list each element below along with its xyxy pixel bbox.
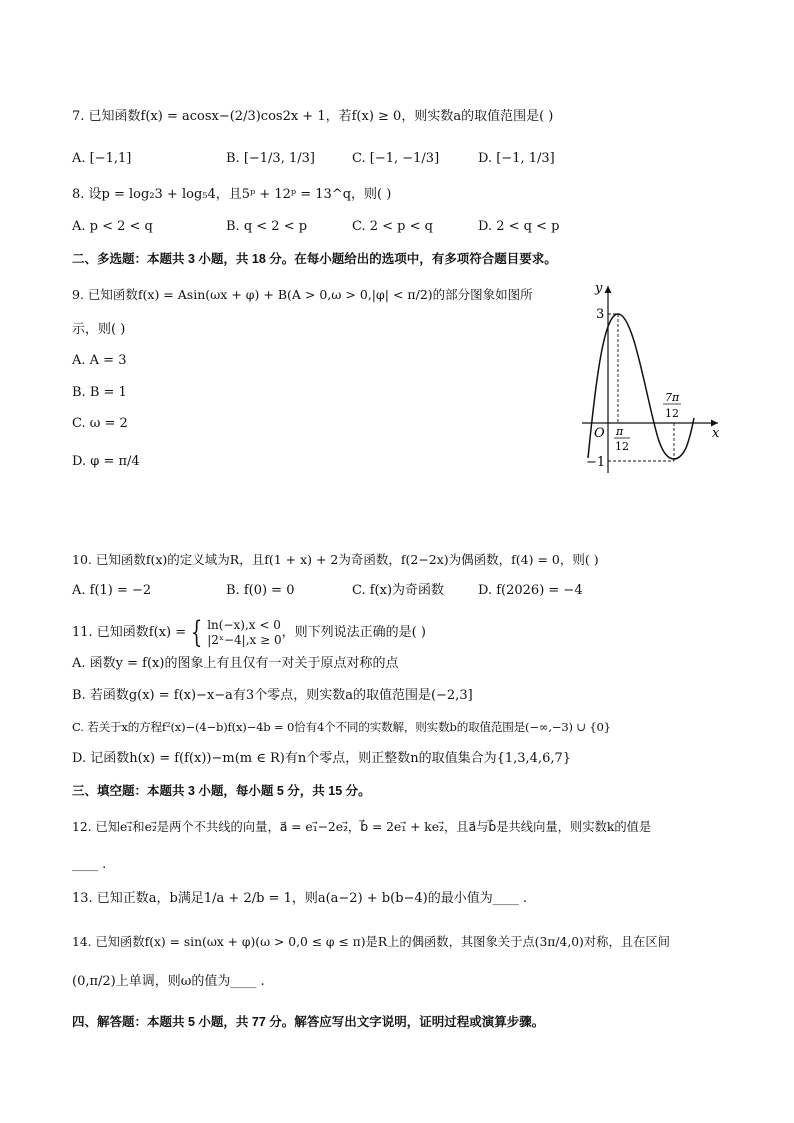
q7-option-d: D. [−1, 1/3] (478, 151, 555, 166)
q10-option-c: C. f(x)为奇函数 (352, 583, 445, 598)
q14-stem-line1: 14. 已知函数f(x) = sin(ωx + φ)(ω > 0,0 ≤ φ ≤ π)是R上的偶函数，其图象关于点(3π/4,0)对称，且在区间 (72, 935, 670, 949)
q9-option-d: D. φ = π/4 (72, 454, 140, 469)
q10-option-d: D. f(2026) = −4 (478, 583, 583, 598)
q11-option-d: D. 记函数h(x) = f(f(x))−m(m ∈ R)有n个零点，则正整数n的取值集合为{1,3,4,6,7} (72, 751, 572, 766)
q7-option-c: C. [−1, −1/3] (352, 151, 440, 166)
q11-option-b: B. 若函数g(x) = f(x)−x−a有3个零点，则实数a的取值范围是(−2,3] (72, 688, 473, 703)
q7-option-a: A. [−1,1] (72, 151, 132, 166)
x-axis-label: x (712, 426, 720, 441)
q9-option-a: A. A = 3 (72, 353, 127, 368)
q8-option-d: D. 2 < q < p (478, 219, 560, 234)
x-zero-denominator: 12 (665, 407, 679, 420)
q12-stem-line2: ____ . (72, 857, 107, 872)
x-zero-numerator: 7π (665, 391, 680, 404)
q11-option-a: A. 函数y = f(x)的图象上有且仅有一对关于原点对称的点 (72, 656, 399, 671)
piecewise-brace: { (190, 615, 203, 650)
y-axis-label: y (595, 281, 603, 296)
q8-option-b: B. q < 2 < p (226, 219, 308, 234)
q7-stem: 7. 已知函数f(x) = acosx−(2/3)cos2x + 1，若f(x) ≥ 0，则实数a的取值范围是( ) (72, 109, 554, 124)
q10-option-b: B. f(0) = 0 (226, 583, 295, 598)
piecewise-case-1: ln(−x),x < 0 (207, 618, 281, 632)
q12-stem-line1: 12. 已知e₁⃗和e₂⃗是两个不共线的向量，a⃗ = e₁⃗−2e₂⃗，b⃗ = 2e₁⃗ + ke₂⃗，且a⃗与b⃗是共线向量，则实数k的值是 (72, 820, 652, 834)
q9-option-b: B. B = 1 (72, 385, 127, 400)
q8-stem: 8. 设p = log₂3 + log₅4，且5ᵖ + 12ᵖ = 13^q，则( ) (72, 187, 392, 202)
piecewise-case-2: |2ˣ−4|,x ≥ 0 (207, 633, 282, 647)
y-max-label: 3 (596, 307, 605, 322)
x-peak-denominator: 12 (615, 440, 629, 453)
section-heading-multiple-choice: 二、多选题：本题共 3 小题，共 18 分。在每小题给出的选项中，有多项符合题目要求。 (72, 252, 557, 266)
origin-label: O (594, 426, 605, 441)
q11-option-c: C. 若关于x的方程f²(x)−(4−b)f(x)−4b = 0恰有4个不同的实数解，则实数b的取值范围是(−∞,−3) ∪ {0} (72, 720, 611, 734)
q9-stem-line1: 9. 已知函数f(x) = Asin(ωx + φ) + B(A > 0,ω > 0,|φ| < π/2)的部分图象如图所 (72, 287, 533, 302)
q9-option-c: C. ω = 2 (72, 416, 128, 431)
y-min-label: −1 (586, 455, 606, 470)
q7-option-b: B. [−1/3, 1/3] (226, 151, 315, 166)
q11-stem-prefix: 11. 已知函数f(x) = (72, 625, 187, 640)
q8-option-c: C. 2 < p < q (352, 219, 433, 234)
q9-stem-line2: 示，则( ) (72, 322, 126, 337)
q8-option-a: A. p < 2 < q (72, 219, 153, 234)
section-heading-answer: 四、解答题：本题共 5 小题，共 77 分。解答应写出文字说明，证明过程或演算步骤。 (72, 1015, 545, 1029)
q11-stem (72, 615, 426, 650)
q11-stem-suffix: ，则下列说法正确的是( ) (281, 625, 426, 640)
q10-option-a: A. f(1) = −2 (72, 583, 152, 598)
q14-stem-line2: (0,π/2)上单调，则ω的值为____ . (72, 974, 265, 989)
q9-function-graph (562, 278, 732, 478)
piecewise-cases (207, 618, 281, 648)
x-peak-numerator: π (616, 425, 624, 438)
q10-stem: 10. 已知函数f(x)的定义域为R，且f(1 + x) + 2为奇函数，f(2−2x)为偶函数，f(4) = 0，则( ) (72, 552, 599, 567)
q13-stem: 13. 已知正数a，b满足1/a + 2/b = 1，则a(a−2) + b(b−4)的最小值为____ . (72, 891, 528, 906)
section-heading-fill-in: 三、填空题：本题共 3 小题，每小题 5 分，共 15 分。 (72, 784, 371, 798)
